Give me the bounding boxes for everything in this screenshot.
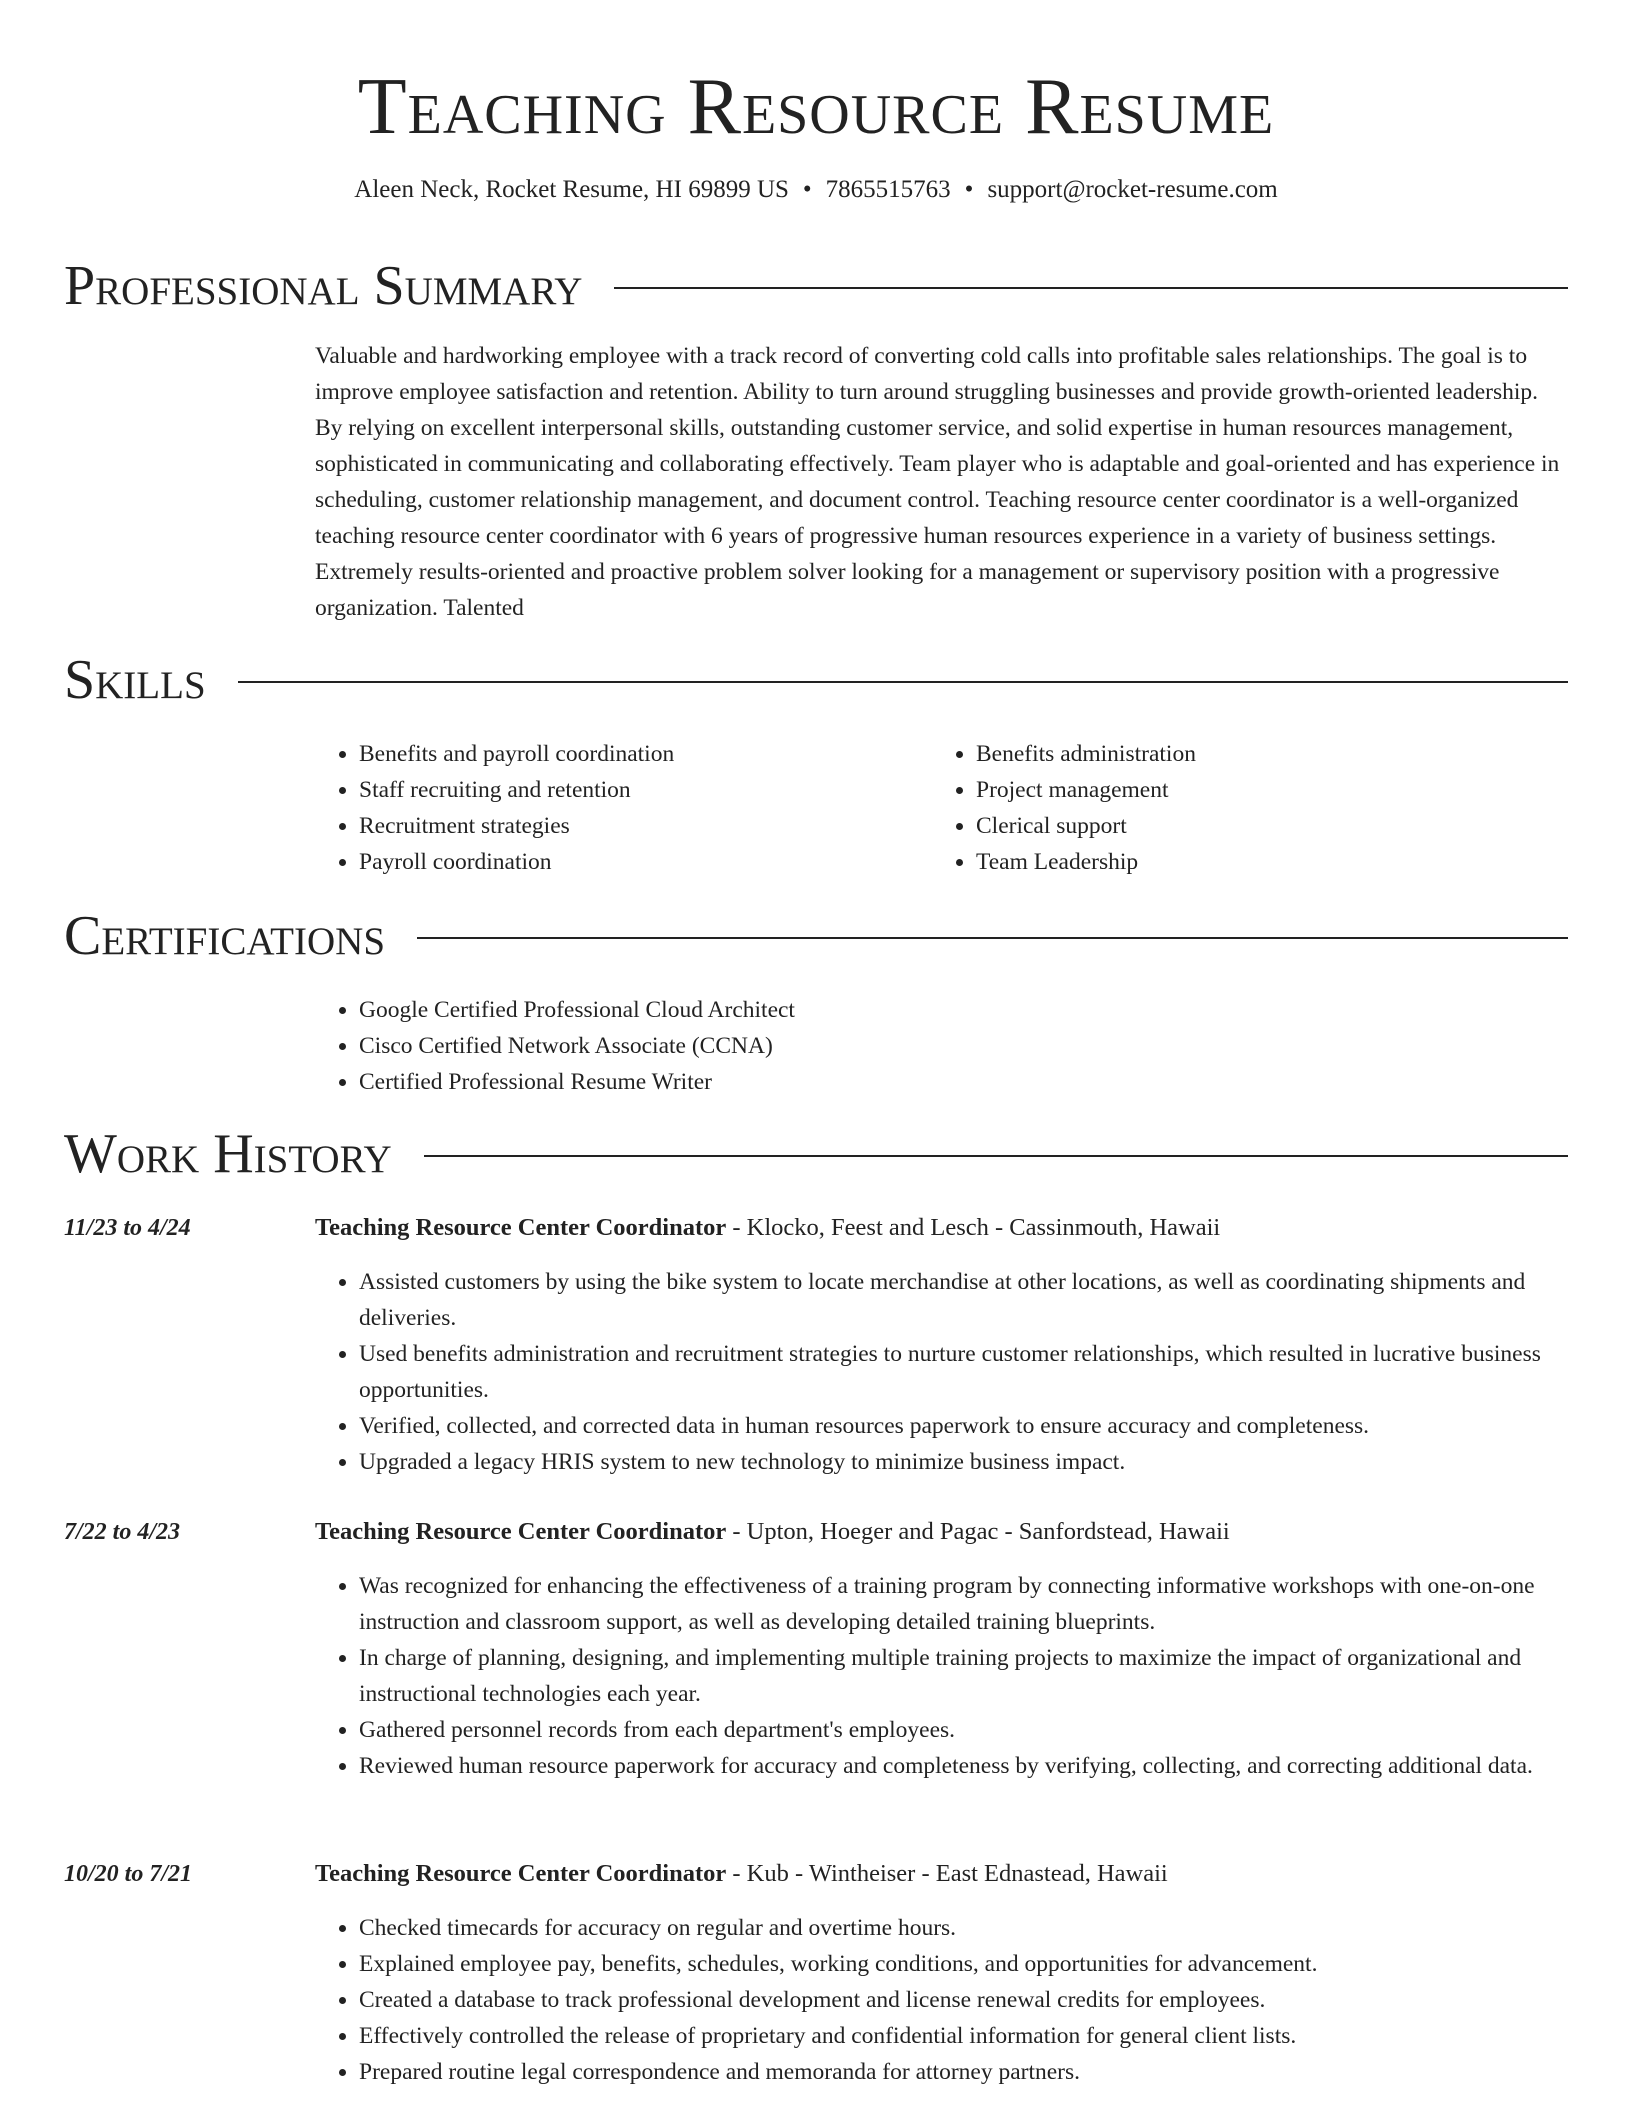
- job-bullet: • Assisted customers by using the bike system to locate merchandise at other locations, as well as coordinating shipments and deliveries.: [359, 1264, 1615, 1336]
- job-bullet: • Explained employee pay, benefits, schedules, working conditions, and opportunities for advancement.: [359, 1946, 1615, 1982]
- resume-title: Teaching Resource Resume: [357, 63, 1275, 151]
- job-heading: [315, 1210, 1220, 1246]
- section-header-skills: [64, 648, 1568, 712]
- job-employer-location: - Kub - Wintheiser - East Ednastead, Hawaii: [726, 1860, 1168, 1887]
- certification-item: • Cisco Certified Network Associate (CCNA): [359, 1028, 1615, 1064]
- skill-item: • Staff recruiting and retention: [359, 772, 959, 808]
- job-bullet: • Upgraded a legacy HRIS system to new technology to minimize business impact.: [359, 1444, 1615, 1480]
- job-dates: 7/22 to 4/23: [64, 1519, 181, 1545]
- job-bullet: • Prepared routine legal correspondence and memoranda for attorney partners.: [359, 2054, 1615, 2090]
- job-role: Teaching Resource Center Coordinator: [315, 1860, 727, 1887]
- skill-item: • Project management: [976, 772, 1576, 808]
- job-bullet: • Reviewed human resource paperwork for accuracy and completeness by verifying, collecting, and correcting additional data.: [359, 1748, 1615, 1784]
- job-bullets: [315, 1910, 1615, 2090]
- section-title-summary: Professional Summary: [64, 255, 583, 317]
- skill-item: • Benefits administration: [976, 736, 1576, 772]
- job-bullet: • Verified, collected, and corrected data in human resources paperwork to ensure accuracy and completeness.: [359, 1408, 1615, 1444]
- contact-address: Aleen Neck, Rocket Resume, HI 69899 US: [354, 176, 789, 203]
- job-bullet: • Effectively controlled the release of proprietary and confidential information for general client lists.: [359, 2018, 1615, 2054]
- contact-phone: 7865515763: [825, 176, 951, 203]
- section-title-certifications: Certifications: [64, 905, 386, 967]
- skill-item: • Recruitment strategies: [359, 808, 959, 844]
- job-bullet: • In charge of planning, designing, and implementing multiple training projects to maximize the impact of organizational and instructional technologies each year.: [359, 1640, 1615, 1712]
- contact-separator: •: [964, 176, 974, 203]
- job-bullet: • Was recognized for enhancing the effectiveness of a training program by connecting informative workshops with one-on-one instruction and classroom support, as well as developing detailed training blueprints.: [359, 1568, 1615, 1640]
- section-divider: [424, 1155, 1568, 1157]
- skill-item: • Clerical support: [976, 808, 1576, 844]
- skills-list-left: [315, 736, 959, 880]
- section-title-work-history: Work History: [64, 1123, 392, 1185]
- job-employer-location: - Upton, Hoeger and Pagac - Sanfordstead, Hawaii: [726, 1518, 1230, 1545]
- job-bullet: • Used benefits administration and recruitment strategies to nurture customer relationships, which resulted in lucrative business opportunities.: [359, 1336, 1615, 1408]
- certification-item: • Google Certified Professional Cloud Architect: [359, 992, 1615, 1028]
- skill-item: • Payroll coordination: [359, 844, 959, 880]
- job-role: Teaching Resource Center Coordinator: [315, 1214, 727, 1241]
- section-header-work-history: [64, 1122, 1568, 1186]
- contact-separator: •: [802, 176, 812, 203]
- job-role: Teaching Resource Center Coordinator: [315, 1518, 727, 1545]
- section-title-skills: Skills: [64, 649, 206, 711]
- job-heading: [315, 1856, 1168, 1892]
- summary-text: Valuable and hardworking employee with a track record of converting cold calls into profitable sales relationships. The goal is to improve employee satisfaction and retention. Ability to turn around struggling businesses and provide growth-oriented leadership. By relying on excellent interpersonal skills, outstanding customer service, and solid expertise in human resources management, sophisticated in communicating and collaborating effectively. Team player who is adaptable and goal-oriented and has experience in scheduling, customer relationship management, and document control. Teaching resource center coordinator is a well-organized teaching resource center coordinator with 6 years of progressive human resources experience in a variety of business settings. Extremely results-oriented and proactive problem solver looking for a management or supervisory position with a progressive organization. Talented: [315, 343, 1560, 621]
- certifications-list: [315, 992, 1615, 1100]
- section-header-certifications: [64, 904, 1568, 968]
- job-employer-location: - Klocko, Feest and Lesch - Cassinmouth, Hawaii: [726, 1214, 1221, 1241]
- job-bullet: • Gathered personnel records from each department's employees.: [359, 1712, 1615, 1748]
- contact-email: support@rocket-resume.com: [987, 176, 1278, 203]
- section-header-summary: [64, 254, 1568, 318]
- skills-list-right: [932, 736, 1576, 880]
- section-divider: [614, 287, 1568, 289]
- job-bullets: [315, 1568, 1615, 1784]
- job-bullets: [315, 1264, 1615, 1480]
- section-divider: [238, 681, 1568, 683]
- job-heading: [315, 1514, 1230, 1550]
- job-bullet: • Checked timecards for accuracy on regular and overtime hours.: [359, 1910, 1615, 1946]
- job-dates: 10/20 to 7/21: [64, 1861, 193, 1887]
- skill-item: • Benefits and payroll coordination: [359, 736, 959, 772]
- job-dates: 11/23 to 4/24: [64, 1215, 191, 1241]
- skill-item: • Team Leadership: [976, 844, 1576, 880]
- contact-line: [0, 174, 1632, 206]
- certification-item: • Certified Professional Resume Writer: [359, 1064, 1615, 1100]
- job-bullet: • Created a database to track professional development and license renewal credits for employees.: [359, 1982, 1615, 2018]
- section-divider: [417, 937, 1568, 939]
